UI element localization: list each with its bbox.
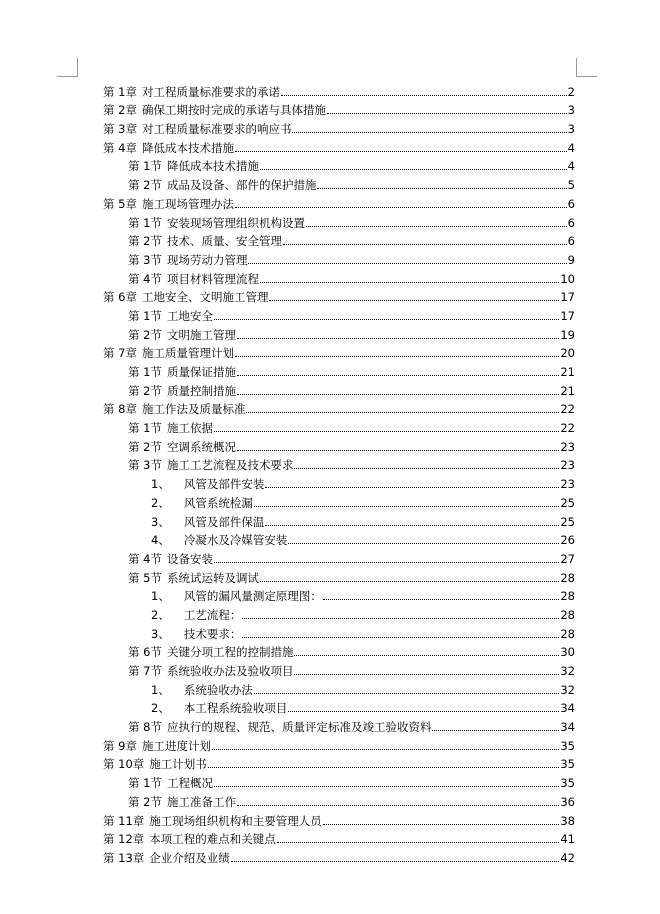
toc-entry-page-number: 34 (560, 701, 575, 716)
toc-entry[interactable] (103, 659, 575, 678)
toc-entry-number: 第 2节 (128, 794, 162, 809)
toc-entry[interactable] (103, 192, 575, 211)
toc-entry-title: 降低成本技术措施 (141, 140, 234, 155)
toc-entry[interactable] (103, 136, 575, 155)
toc-entry-number: 第 1节 (128, 365, 162, 379)
toc-entry[interactable] (103, 248, 575, 267)
toc-dot-leader (277, 842, 560, 843)
toc-entry-number: 第 12章 (103, 832, 145, 847)
toc-entry-number: 第 6节 (128, 645, 162, 660)
toc-entry-title: 施工准备工作 (166, 794, 236, 809)
toc-entry-page-number: 9 (567, 252, 575, 267)
toc-entry-number: 第 11章 (103, 813, 145, 828)
toc-entry-number: 第 1节 (128, 215, 162, 230)
toc-entry-title: 成品及设备、部件的保护措施 (166, 178, 317, 193)
toc-entry[interactable] (103, 342, 575, 361)
toc-entry[interactable] (103, 566, 575, 585)
toc-dot-leader (265, 487, 559, 488)
toc-entry-title: 降低成本技术措施 (166, 159, 259, 174)
toc-entry[interactable] (103, 641, 575, 660)
toc-entry-title: 本工程系统验收项目 (183, 701, 288, 716)
toc-entry-title: 空调系统概况 (166, 439, 236, 454)
toc-entry-number: 第 9章 (103, 738, 137, 753)
toc-entry-page-number: 36 (560, 794, 575, 809)
toc-entry[interactable] (103, 603, 575, 622)
toc-entry-page-number: 23 (560, 477, 575, 492)
toc-entry-page-number: 10 (560, 271, 575, 286)
toc-entry-title: 施工计划书 (149, 757, 207, 772)
toc-entry-number: 第 6章 (103, 290, 137, 305)
toc-dot-leader (294, 468, 559, 469)
toc-entry[interactable] (103, 155, 575, 174)
toc-entry[interactable] (103, 472, 575, 491)
toc-entry-title: 技术、质量、安全管理 (166, 234, 282, 249)
toc-entry-page-number: 30 (560, 645, 575, 660)
toc-entry-page-number: 28 (560, 626, 575, 641)
toc-entry-number: 第 7节 (128, 664, 162, 678)
toc-entry-page-number: 25 (560, 514, 575, 529)
toc-entry-title: 施工依据 (166, 421, 213, 436)
toc-entry-number: 第 1章 (103, 84, 137, 99)
toc-entry-title: 项目材料管理流程 (166, 271, 259, 286)
toc-entry-page-number: 35 (560, 776, 575, 791)
toc-entry-number: 第 2节 (128, 327, 162, 342)
toc-entry-number: 2、 (151, 701, 170, 716)
toc-dot-leader (214, 786, 559, 787)
toc-entry-title: 施工进度计划 (141, 738, 211, 753)
toc-dot-leader (269, 300, 559, 301)
toc-entry-number: 1、 (151, 682, 170, 697)
toc-dot-leader (214, 319, 559, 320)
toc-entry[interactable] (103, 491, 575, 510)
toc-entry-page-number: 23 (560, 439, 575, 454)
toc-entry-title: 文明施工管理 (166, 327, 236, 342)
toc-entry-title: 设备安装 (166, 551, 213, 566)
toc-entry[interactable] (103, 379, 575, 398)
toc-entry-title: 工程概况 (166, 776, 213, 791)
toc-entry-page-number: 26 (560, 533, 575, 548)
toc-entry-page-number: 4 (567, 140, 575, 155)
toc-entry[interactable] (103, 360, 575, 379)
toc-entry-page-number: 6 (567, 215, 575, 230)
toc-entry[interactable] (103, 734, 575, 753)
toc-entry-title: 工地安全 (166, 308, 213, 323)
toc-dot-leader (432, 730, 559, 731)
toc-entry-number: 第 1节 (128, 776, 162, 791)
toc-entry-number: 1、 (151, 589, 170, 604)
toc-entry-number: 第 5章 (103, 196, 137, 211)
toc-dot-leader (317, 188, 566, 189)
toc-entry[interactable] (103, 529, 575, 548)
toc-entry-page-number: 20 (560, 346, 575, 361)
toc-entry-page-number: 35 (560, 757, 575, 772)
toc-entry[interactable] (103, 809, 575, 828)
toc-entry-number: 第 8章 (103, 402, 137, 417)
toc-entry[interactable] (103, 585, 575, 604)
toc-entry-number: 第 7章 (103, 346, 137, 361)
toc-entry-number: 第 8节 (128, 720, 162, 735)
toc-dot-leader (294, 655, 559, 656)
toc-entry-title: 工艺流程： (183, 607, 242, 622)
toc-dot-leader (292, 132, 566, 133)
toc-entry-number: 第 1节 (128, 421, 162, 436)
toc-entry-number: 2、 (151, 607, 170, 622)
toc-dot-leader (254, 693, 560, 694)
toc-entry[interactable] (103, 547, 575, 566)
toc-entry-page-number: 19 (560, 327, 575, 342)
toc-entry-title: 施工现场组织机构和主要管理人员 (149, 813, 322, 828)
toc-entry-title: 风管的漏风量测定原理图： (183, 589, 322, 604)
toc-entry-page-number: 3 (567, 122, 575, 137)
toc-entry-page-number: 22 (560, 421, 575, 436)
toc-entry-page-number: 34 (560, 720, 575, 735)
toc-entry-page-number: 35 (560, 738, 575, 753)
toc-entry-title: 工地安全、文明施工管理 (141, 290, 269, 305)
toc-entry-page-number: 28 (560, 570, 575, 585)
toc-entry[interactable] (103, 790, 575, 809)
toc-entry-number: 第 2节 (128, 234, 162, 249)
toc-entry-title: 施工作法及质量标准 (141, 402, 246, 417)
toc-dot-leader (260, 581, 559, 582)
toc-entry-title: 系统试运转及调试 (166, 570, 259, 585)
toc-entry-number: 第 2章 (103, 103, 137, 118)
toc-dot-leader (327, 113, 567, 114)
toc-dot-leader (237, 338, 559, 339)
toc-entry-page-number: 41 (560, 832, 575, 847)
toc-entry-page-number: 4 (567, 159, 575, 174)
toc-entry-number: 2、 (151, 495, 170, 510)
toc-entry-number: 第 10章 (103, 757, 145, 772)
toc-entry-title: 技术要求： (183, 626, 242, 641)
toc-entry-page-number: 25 (560, 495, 575, 510)
toc-entry[interactable] (103, 398, 575, 417)
toc-entry-number: 第 4章 (103, 140, 137, 155)
toc-entry-title: 风管及部件安装 (183, 477, 265, 492)
toc-dot-leader (323, 599, 560, 600)
toc-entry[interactable] (103, 454, 575, 473)
toc-entry[interactable] (103, 99, 575, 118)
crop-mark-top-right (576, 58, 597, 77)
toc-dot-leader (265, 525, 559, 526)
toc-entry-page-number: 17 (560, 308, 575, 323)
toc-entry-title: 确保工期按时完成的承诺与具体措施 (141, 103, 326, 118)
toc-entry-page-number: 38 (560, 813, 575, 828)
table-of-contents (103, 80, 575, 865)
toc-entry-page-number: 3 (567, 103, 575, 118)
toc-entry-page-number: 42 (560, 850, 575, 865)
toc-entry-title: 施工工艺流程及技术要求 (166, 458, 294, 473)
toc-entry-page-number: 23 (560, 458, 575, 473)
toc-entry[interactable] (103, 828, 575, 847)
toc-entry-title: 风管系统检漏 (183, 495, 253, 510)
toc-entry-number: 第 2节 (128, 383, 162, 398)
toc-dot-leader (306, 226, 567, 227)
toc-dot-leader (242, 637, 559, 638)
toc-entry-title: 应执行的规程、规范、质量评定标准及竣工验收资料 (166, 720, 432, 735)
toc-entry-page-number: 32 (560, 682, 575, 697)
toc-dot-leader (235, 151, 567, 152)
toc-entry-number: 第 3章 (103, 122, 137, 137)
toc-entry[interactable] (103, 211, 575, 230)
toc-entry-page-number: 22 (560, 402, 575, 417)
toc-entry[interactable] (103, 697, 575, 716)
toc-entry-title: 风管及部件保温 (183, 514, 265, 529)
toc-entry[interactable] (103, 173, 575, 192)
toc-dot-leader (288, 543, 559, 544)
toc-dot-leader (254, 506, 560, 507)
toc-entry-page-number: 6 (567, 234, 575, 249)
toc-entry-title: 对工程质量标准要求的响应书 (141, 122, 292, 137)
toc-entry-title: 企业介绍及业绩 (149, 850, 230, 865)
toc-entry-title: 质量保证措施 (166, 365, 236, 379)
toc-entry-title: 质量控制措施 (166, 383, 236, 398)
toc-dot-leader (212, 749, 559, 750)
toc-dot-leader (237, 450, 559, 451)
toc-entry-page-number: 17 (560, 290, 575, 305)
toc-entry-number: 第 1节 (128, 159, 162, 174)
toc-entry-title: 施工现场管理办法 (141, 196, 234, 211)
toc-entry-title: 施工质量管理计划 (141, 346, 234, 361)
toc-entry[interactable] (103, 622, 575, 641)
toc-entry-page-number: 27 (560, 551, 575, 566)
toc-dot-leader (248, 263, 566, 264)
toc-entry-title: 系统验收办法 (183, 682, 253, 697)
toc-entry-number: 第 4节 (128, 271, 162, 286)
toc-entry-number: 第 4节 (128, 551, 162, 566)
toc-dot-leader (242, 618, 559, 619)
toc-dot-leader (294, 674, 559, 675)
toc-entry[interactable] (103, 117, 575, 136)
toc-dot-leader (283, 244, 567, 245)
crop-mark-top-left (57, 58, 78, 77)
toc-entry-number: 4、 (151, 533, 170, 548)
toc-dot-leader (235, 207, 567, 208)
toc-entry-page-number: 32 (560, 664, 575, 678)
toc-dot-leader (235, 356, 559, 357)
toc-dot-leader (237, 375, 559, 376)
toc-entry-page-number: 21 (560, 365, 575, 379)
toc-entry[interactable] (103, 304, 575, 323)
toc-entry[interactable] (103, 753, 575, 772)
toc-dot-leader (237, 394, 559, 395)
toc-entry-page-number: 6 (567, 196, 575, 211)
toc-entry-page-number: 28 (560, 607, 575, 622)
toc-dot-leader (281, 95, 567, 96)
toc-dot-leader (246, 412, 559, 413)
toc-dot-leader (237, 805, 559, 806)
toc-entry-number: 3、 (151, 626, 170, 641)
toc-entry[interactable] (103, 771, 575, 790)
toc-dot-leader (231, 861, 560, 862)
toc-entry-number: 第 3节 (128, 252, 162, 267)
toc-entry[interactable] (103, 267, 575, 286)
toc-entry-number: 第 2节 (128, 439, 162, 454)
toc-entry-page-number: 5 (567, 178, 575, 193)
toc-entry[interactable] (103, 678, 575, 697)
toc-entry-number: 第 2节 (128, 178, 162, 193)
toc-entry-page-number: 2 (567, 84, 575, 99)
toc-entry-title: 系统验收办法及验收项目 (166, 664, 294, 678)
toc-entry-number: 第 1节 (128, 308, 162, 323)
toc-entry-title: 对工程质量标准要求的承诺 (141, 84, 280, 99)
toc-dot-leader (208, 767, 560, 768)
toc-entry-number: 3、 (151, 514, 170, 529)
toc-entry[interactable] (103, 510, 575, 529)
toc-entry[interactable] (103, 435, 575, 454)
toc-entry-number: 第 3节 (128, 458, 162, 473)
toc-dot-leader (260, 282, 559, 283)
toc-dot-leader (288, 711, 559, 712)
toc-dot-leader (260, 169, 567, 170)
toc-entry-title: 本项工程的难点和关键点 (149, 832, 276, 847)
toc-entry-title: 现场劳动力管理 (166, 252, 248, 267)
toc-dot-leader (323, 824, 560, 825)
toc-entry[interactable] (103, 416, 575, 435)
toc-entry[interactable] (103, 80, 575, 99)
toc-entry-title: 关键分项工程的控制措施 (166, 645, 294, 660)
toc-entry[interactable] (103, 286, 575, 305)
toc-dot-leader (214, 431, 559, 432)
toc-entry-number: 第 13章 (103, 850, 145, 865)
toc-entry-number: 第 5节 (128, 570, 162, 585)
toc-entry-number: 1、 (151, 477, 170, 492)
toc-entry[interactable] (103, 715, 575, 734)
toc-entry-title: 冷凝水及冷媒管安装 (183, 533, 288, 548)
toc-entry[interactable] (103, 230, 575, 249)
toc-entry[interactable] (103, 846, 575, 865)
toc-entry-page-number: 21 (560, 383, 575, 398)
toc-dot-leader (214, 562, 559, 563)
toc-entry-page-number: 28 (560, 589, 575, 604)
toc-entry-title: 安装现场管理组织机构设置 (166, 215, 305, 230)
toc-entry[interactable] (103, 323, 575, 342)
